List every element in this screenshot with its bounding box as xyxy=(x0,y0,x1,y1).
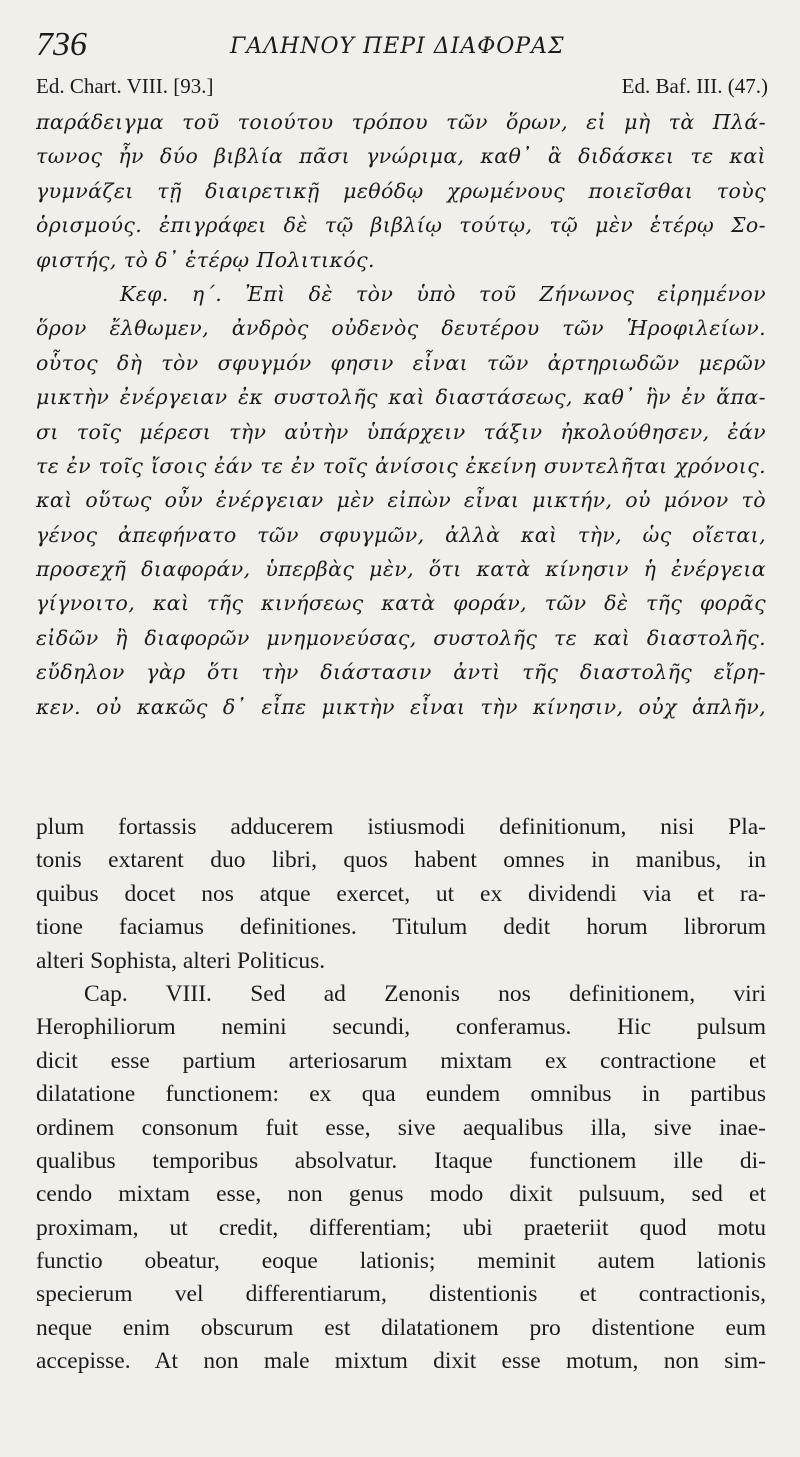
greek-line: γίγνοιτο, καὶ τῆς κινήσεως κατὰ φοράν, τῶν δὲ τῆς φορᾶς xyxy=(36,591,766,616)
latin-line: cendo mixtam esse, non genus modo dixit pulsuum, sed et xyxy=(36,1181,766,1208)
latin-line: ordinem consonum fuit esse, sive aequalibus illa, sive inae- xyxy=(36,1114,766,1141)
latin-line: alteri Sophista, alteri Politicus. xyxy=(36,947,326,974)
latin-line: neque enim obscurum est dilatationem pro distentione eum xyxy=(36,1314,766,1341)
greek-line: προσεχῆ διαφοράν, ὑπερβὰς μὲν, ὅτι κατὰ κίνησιν ἡ ἐνέργεια xyxy=(36,557,766,582)
greek-line: γυμνάζει τῇ διαιρετικῇ μεθόδῳ χρωμένους ποιεῖσθαι τοὺς xyxy=(36,178,766,203)
edition-reference-chartier: Ed. Chart. VIII. [93.] xyxy=(36,74,214,98)
greek-line: οὗτος δὴ τὸν σφυγμόν φησιν εἶναι τῶν ἀρτηριωδῶν μερῶν xyxy=(36,350,766,375)
greek-text-block xyxy=(36,105,766,724)
latin-line: plum fortassis adducerem istiusmodi definitionum, nisi Pla- xyxy=(36,814,766,840)
latin-line: Herophiliorum nemini secundi, conferamus. Hic pulsum xyxy=(36,1014,766,1041)
page-number: 736 xyxy=(36,26,87,63)
greek-line: μικτὴν ἐνέργειαν ἐκ συστολῆς καὶ διαστάσεως, καθ᾽ ἣν ἐν ἅπα- xyxy=(36,385,766,410)
greek-line: παράδειγμα τοῦ τοιούτου τρόπου τῶν ὅρων, εἰ μὴ τὰ Πλά- xyxy=(36,110,766,134)
edition-reference-basel: Ed. Baf. III. (47.) xyxy=(621,74,768,98)
greek-line: τε ἐν τοῖς ἴσοις ἐάν τε ἐν τοῖς ἀνίσοις ἐκείνη συντελῆται χρόνοις. xyxy=(36,453,766,478)
greek-line: εὔδηλον γὰρ ὅτι τὴν διάστασιν ἀντὶ τῆς διαστολῆς εἴρη- xyxy=(36,660,766,685)
latin-line: dicit esse partium arteriosarum mixtam ex contractione et xyxy=(36,1047,766,1074)
latin-line: proximam, ut credit, differentiam; ubi praeteriit quod motu xyxy=(36,1214,766,1241)
latin-line: tione faciamus definitiones. Titulum dedit horum librorum xyxy=(36,914,766,941)
latin-text-block xyxy=(36,811,766,1379)
greek-line: κεν. οὐ κακῶς δ᾽ εἶπε μικτὴν εἶναι τὴν κίνησιν, οὐχ ἁπλῆν, xyxy=(36,694,766,719)
latin-line: accepisse. At non male mixtum dixit esse motum, non sim- xyxy=(36,1348,766,1375)
greek-line: καὶ οὕτως οὖν ἐνέργειαν μὲν εἰπὼν εἶναι μικτήν, οὐ μόνον τὸ xyxy=(36,488,766,513)
latin-line: functio obeatur, eoque lationis; meminit autem lationis xyxy=(36,1248,766,1275)
greek-line: γένος ἀπεφήνατο τῶν σφυγμῶν, ἀλλὰ καὶ τὴν, ὡς οἴεται, xyxy=(36,522,766,547)
running-title: ΓΑΛΗΝΟΥ ΠΕΡΙ ΔΙΑΦΟΡΑΣ xyxy=(230,34,565,59)
running-head xyxy=(30,20,770,63)
greek-line: ὅρον ἔλθωμεν, ἀνδρὸς οὐδενὸς δευτέρου τῶν Ἡροφιλείων. xyxy=(36,316,766,341)
greek-line: εἰδῶν ἢ διαφορῶν μνημονεύσας, συστολῆς τε καὶ διαστολῆς. xyxy=(36,625,766,650)
greek-line: σι τοῖς μέρεσι τὴν αὐτὴν ὑπάρχειν τάξιν ἠκολούθησεν, ἐάν xyxy=(36,419,766,444)
greek-chapter-heading-line: Κεφ. η΄. Ἐπὶ δὲ τὸν ὑπὸ τοῦ Ζήνωνος εἰρημένον xyxy=(120,281,766,306)
greek-line: τωνος ἦν δύο βιβλία πᾶσι γνώριμα, καθ᾽ ἃ διδάσκει τε καὶ xyxy=(36,144,766,169)
edition-reference-line xyxy=(36,74,768,104)
greek-line: φιστής, τὸ δ᾽ ἑτέρῳ Πολιτικός. xyxy=(36,247,375,272)
latin-line: qualibus temporibus absolvatur. Itaque functionem ille di- xyxy=(36,1147,766,1174)
latin-line: specierum vel differentiarum, distentionis et contractionis, xyxy=(36,1281,766,1308)
latin-line: quibus docet nos atque exercet, ut ex dividendi via et ra- xyxy=(36,880,766,907)
latin-line: dilatatione functionem: ex qua eundem omnibus in partibus xyxy=(36,1081,766,1108)
greek-line: ὁρισμούς. ἐπιγράφει δὲ τῷ βιβλίῳ τούτῳ, τῷ μὲν ἑτέρῳ Σο- xyxy=(36,213,766,238)
latin-chapter-heading-line: Cap. VIII. Sed ad Zenonis nos definitionem, viri xyxy=(84,980,766,1007)
latin-line: tonis extarent duo libri, quos habent omnes in manibus, in xyxy=(36,847,766,874)
